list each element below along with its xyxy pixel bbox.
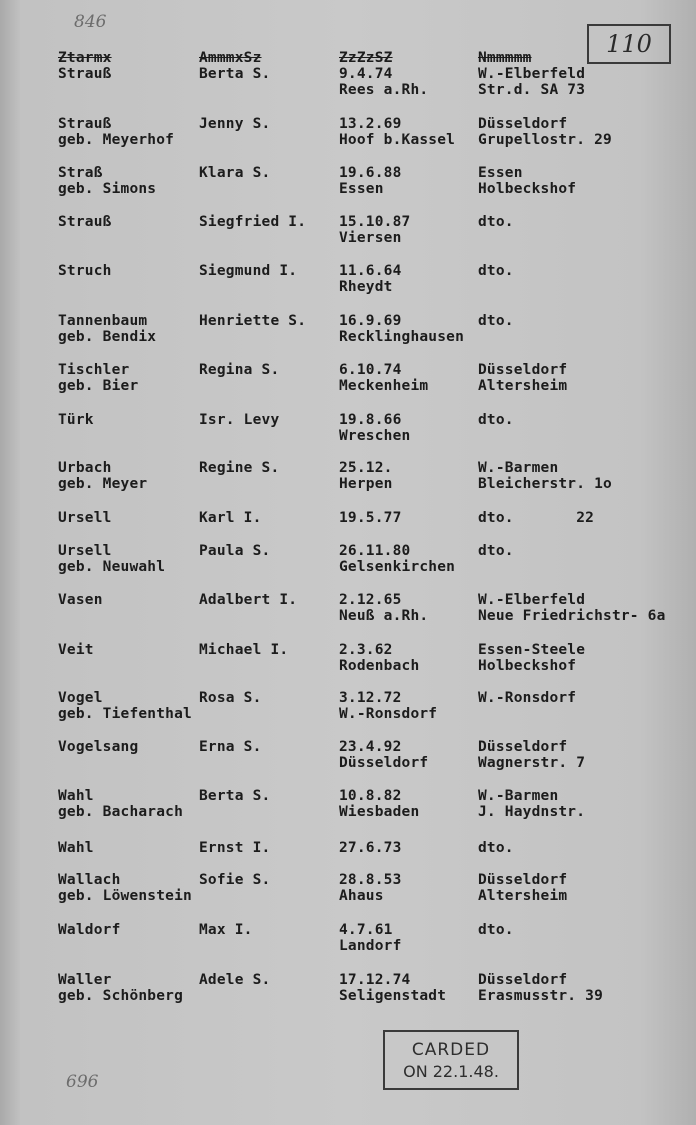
entry-9-surname: Urbach	[58, 460, 112, 476]
entry-11-address: dto.	[478, 543, 514, 559]
entry-16-given-name: Berta S.	[199, 788, 271, 804]
entry-20-address-line2: Erasmusstr. 39	[478, 988, 604, 1004]
entry-7-given-name: Regina S.	[199, 362, 280, 378]
entry-20-surname: Waller	[58, 972, 112, 988]
stamp-line-1: CARDED	[411, 1040, 491, 1060]
entry-18-birth: 28.8.53	[339, 872, 402, 888]
entry-7-surname: Tischler	[58, 362, 130, 378]
entry-9-address-line2: Bleicherstr. 1o	[478, 476, 612, 492]
entry-14-birth: 3.12.72	[339, 690, 402, 706]
entry-11-surname: Ursell	[58, 543, 112, 559]
entry-2-birth-line2: Hoof b.Kassel	[339, 132, 456, 148]
entry-15-surname: Vogelsang	[58, 739, 139, 755]
entry-19-address: dto.	[478, 922, 514, 938]
sheet-number-box: 110	[587, 24, 671, 64]
entry-4-birth: 15.10.87	[339, 214, 411, 230]
entry-14-surname: Vogel	[58, 690, 103, 706]
entry-9-surname-line2: geb. Meyer	[58, 476, 148, 492]
entry-9-given-name: Regine S.	[199, 460, 280, 476]
pencil-annotation-top: 846	[74, 12, 107, 32]
header-surname: Ztarmx	[58, 50, 112, 66]
entry-10-given-name: Karl I.	[199, 510, 262, 526]
entry-3-birth-line2: Essen	[339, 181, 384, 197]
entry-12-address-line2: Neue Friedrichstr- 6a	[478, 608, 666, 624]
entry-20-birth-line2: Seligenstadt	[339, 988, 447, 1004]
header-address: Nmmmmm	[478, 50, 532, 66]
stamp-line-2: ON 22.1.48.	[403, 1062, 499, 1081]
entry-3-address-line2: Holbeckshof	[478, 181, 577, 197]
entry-3-birth: 19.6.88	[339, 165, 402, 181]
entry-18-given-name: Sofie S.	[199, 872, 271, 888]
entry-16-surname: Wahl	[58, 788, 94, 804]
entry-14-given-name: Rosa S.	[199, 690, 262, 706]
entry-5-given-name: Siegmund I.	[199, 263, 298, 279]
entry-1-address: W.-Elberfeld	[478, 66, 586, 82]
entry-15-birth-line2: Düsseldorf	[339, 755, 429, 771]
entry-6-birth-line2: Recklinghausen	[339, 329, 465, 345]
entry-12-given-name: Adalbert I.	[199, 592, 298, 608]
entry-13-address-line2: Holbeckshof	[478, 658, 577, 674]
entry-2-surname: Strauß	[58, 116, 112, 132]
entry-7-address: Düsseldorf	[478, 362, 568, 378]
entry-20-address: Düsseldorf	[478, 972, 568, 988]
entry-9-address: W.-Barmen	[478, 460, 559, 476]
entry-12-birth-line2: Neuß a.Rh.	[339, 608, 429, 624]
entry-9-birth-line2: Herpen	[339, 476, 393, 492]
entry-4-given-name: Siegfried I.	[199, 214, 307, 230]
entry-6-surname-line2: geb. Bendix	[58, 329, 157, 345]
entry-19-surname: Waldorf	[58, 922, 121, 938]
entry-18-birth-line2: Ahaus	[339, 888, 384, 904]
entry-16-address-line2: J. Haydnstr.	[478, 804, 586, 820]
carded-stamp	[383, 1030, 519, 1090]
entry-9-birth: 25.12.	[339, 460, 393, 476]
entry-6-surname: Tannenbaum	[58, 313, 148, 329]
entry-8-birth-line2: Wreschen	[339, 428, 411, 444]
entry-11-birth: 26.11.80	[339, 543, 411, 559]
entry-12-address: W.-Elberfeld	[478, 592, 586, 608]
entry-10-birth: 19.5.77	[339, 510, 402, 526]
header-birth: ZzZzSZ	[339, 50, 393, 66]
entry-15-given-name: Erna S.	[199, 739, 262, 755]
entry-13-birth: 2.3.62	[339, 642, 393, 658]
entry-1-address-line2: Str.d. SA 73	[478, 82, 586, 98]
entry-4-birth-line2: Viersen	[339, 230, 402, 246]
entry-18-address: Düsseldorf	[478, 872, 568, 888]
entry-17-surname: Wahl	[58, 840, 94, 856]
entry-2-surname-line2: geb. Meyerhof	[58, 132, 175, 148]
entry-15-address-line2: Wagnerstr. 7	[478, 755, 586, 771]
entry-5-surname: Struch	[58, 263, 112, 279]
entry-1-given-name: Berta S.	[199, 66, 271, 82]
entry-3-address: Essen	[478, 165, 523, 181]
entry-3-given-name: Klara S.	[199, 165, 271, 181]
entry-11-birth-line2: Gelsenkirchen	[339, 559, 456, 575]
entry-20-surname-line2: geb. Schönberg	[58, 988, 184, 1004]
entry-18-address-line2: Altersheim	[478, 888, 568, 904]
entry-6-address: dto.	[478, 313, 514, 329]
entry-1-birth-line2: Rees a.Rh.	[339, 82, 429, 98]
entry-14-address: W.-Ronsdorf	[478, 690, 577, 706]
entry-15-address: Düsseldorf	[478, 739, 568, 755]
entry-7-birth-line2: Meckenheim	[339, 378, 429, 394]
entry-13-address: Essen-Steele	[478, 642, 586, 658]
entry-15-birth: 23.4.92	[339, 739, 402, 755]
entry-3-surname-line2: geb. Simons	[58, 181, 157, 197]
entry-1-surname: Strauß	[58, 66, 112, 82]
entry-17-given-name: Ernst I.	[199, 840, 271, 856]
entry-6-birth: 16.9.69	[339, 313, 402, 329]
entry-10-address: dto. 22	[478, 510, 595, 526]
entry-5-address: dto.	[478, 263, 514, 279]
entry-20-given-name: Adele S.	[199, 972, 271, 988]
entry-7-address-line2: Altersheim	[478, 378, 568, 394]
entry-12-birth: 2.12.65	[339, 592, 402, 608]
entry-16-surname-line2: geb. Bacharach	[58, 804, 184, 820]
entry-19-birth: 4.7.61	[339, 922, 393, 938]
entry-4-address: dto.	[478, 214, 514, 230]
entry-11-surname-line2: geb. Neuwahl	[58, 559, 166, 575]
entry-12-surname: Vasen	[58, 592, 103, 608]
header-given: AmmmxSz	[199, 50, 262, 66]
entry-8-given-name: Isr. Levy	[199, 412, 280, 428]
entry-13-given-name: Michael I.	[199, 642, 289, 658]
entry-6-given-name: Henriette S.	[199, 313, 307, 329]
entry-19-birth-line2: Landorf	[339, 938, 402, 954]
entry-8-surname: Türk	[58, 412, 94, 428]
entry-3-surname: Straß	[58, 165, 103, 181]
entry-11-given-name: Paula S.	[199, 543, 271, 559]
entry-7-surname-line2: geb. Bier	[58, 378, 139, 394]
entry-2-address-line2: Grupellostr. 29	[478, 132, 612, 148]
entry-5-birth: 11.6.64	[339, 263, 402, 279]
entry-13-birth-line2: Rodenbach	[339, 658, 420, 674]
entry-17-address: dto.	[478, 840, 514, 856]
entry-16-address: W.-Barmen	[478, 788, 559, 804]
pencil-annotation-bottom: 696	[66, 1072, 99, 1092]
entry-10-surname: Ursell	[58, 510, 112, 526]
entry-1-birth: 9.4.74	[339, 66, 393, 82]
entry-14-birth-line2: W.-Ronsdorf	[339, 706, 438, 722]
entry-14-surname-line2: geb. Tiefenthal	[58, 706, 192, 722]
entry-2-address: Düsseldorf	[478, 116, 568, 132]
entry-19-given-name: Max I.	[199, 922, 253, 938]
entry-16-birth-line2: Wiesbaden	[339, 804, 420, 820]
entry-20-birth: 17.12.74	[339, 972, 411, 988]
entry-2-given-name: Jenny S.	[199, 116, 271, 132]
entry-8-address: dto.	[478, 412, 514, 428]
entry-8-birth: 19.8.66	[339, 412, 402, 428]
entry-18-surname: Wallach	[58, 872, 121, 888]
entry-7-birth: 6.10.74	[339, 362, 402, 378]
entry-16-birth: 10.8.82	[339, 788, 402, 804]
entry-18-surname-line2: geb. Löwenstein	[58, 888, 192, 904]
entry-2-birth: 13.2.69	[339, 116, 402, 132]
entry-5-birth-line2: Rheydt	[339, 279, 393, 295]
entry-13-surname: Veit	[58, 642, 94, 658]
entry-4-surname: Strauß	[58, 214, 112, 230]
entry-17-birth: 27.6.73	[339, 840, 402, 856]
